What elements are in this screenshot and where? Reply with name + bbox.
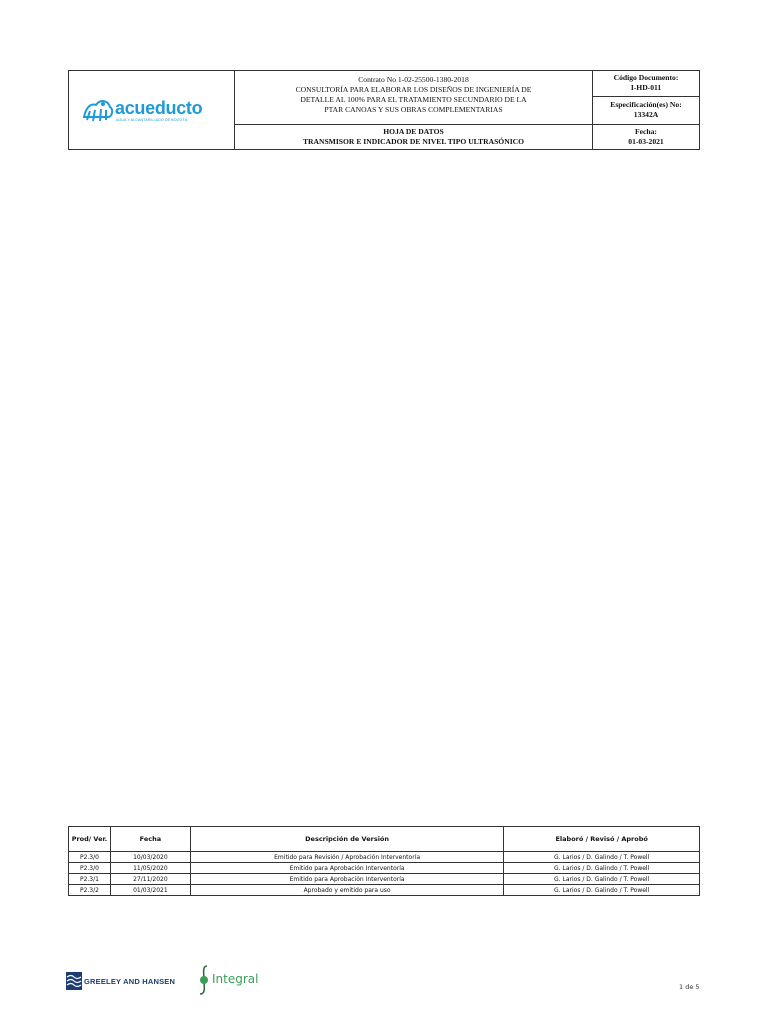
cell-description: Emitido para Revisión / Aprobación Interventoría [190,852,503,863]
cell-description: Emitido para Aprobación Interventoría [190,874,503,885]
logo-cell [69,71,235,149]
column-header-prod-ver: Prod/ Ver. [69,827,111,852]
table-row [69,885,700,896]
logo-tagline: AGUA Y ALCANTARILLADO DE BOGOTÁ [116,118,188,122]
cell-description: Emitido para Aprobación Interventoría [190,863,503,874]
integral-logo [196,964,266,996]
document-header [68,70,700,150]
table-row [69,852,700,863]
table-row [69,863,700,874]
contract-description-line: DETALLE AL 100% PARA EL TRATAMIENTO SECUNDARIO DE LA [300,95,527,104]
integral-wordmark: Integral [212,972,259,986]
specification-label: Especificación(es) No: [610,100,682,109]
cell-authors: G. Larios / D. Galindo / T. Powell [504,874,700,885]
column-header-descripcion: Descripción de Versión [190,827,503,852]
contract-number: Contrato No 1-02-25500-1380-2018 [358,75,469,84]
date-label: Fecha: [635,127,657,136]
table-row [69,874,700,885]
date-value: 01-03-2021 [628,136,664,146]
acueducto-emblem-icon [81,95,115,125]
cell-authors: G. Larios / D. Galindo / T. Powell [504,885,700,896]
cell-version: P2.3/1 [69,874,111,885]
cell-date: 10/03/2020 [110,852,190,863]
cell-description: Aprobado y emitido para uso [190,885,503,896]
document-code-cell [593,71,699,97]
datasheet-title-cell [235,125,593,149]
greeley-hansen-wordmark: GREELEY AND HANSEN [84,977,176,986]
greeley-hansen-emblem-icon [66,972,82,990]
document-code-label: Código Documento: [613,73,679,82]
integral-emblem-icon [196,964,212,996]
greeley-hansen-logo [66,972,196,990]
cell-date: 27/11/2020 [110,874,190,885]
document-code-value: I-HD-011 [630,82,662,92]
cell-date: 11/05/2020 [110,863,190,874]
specification-value: 13342A [633,109,659,119]
cell-version: P2.3/2 [69,885,111,896]
cell-authors: G. Larios / D. Galindo / T. Powell [504,852,700,863]
cell-authors: G. Larios / D. Galindo / T. Powell [504,863,700,874]
contract-cell [235,71,593,125]
contract-description-line: CONSULTORÍA PARA ELABORAR LOS DISEÑOS DE INGENIERÍA DE [295,85,532,94]
cell-version: P2.3/0 [69,852,111,863]
cell-version: P2.3/0 [69,863,111,874]
datasheet-subtitle: TRANSMISOR E INDICADOR DE NIVEL TIPO ULTRASÓNICO [302,136,525,146]
date-cell [593,125,699,149]
cell-date: 01/03/2021 [110,885,190,896]
specification-cell [593,97,699,125]
column-header-elaboro: Elaboró / Revisó / Aprobó [504,827,700,852]
table-header-row [69,827,700,852]
column-header-fecha: Fecha [110,827,190,852]
datasheet-title: HOJA DE DATOS [383,127,444,136]
version-history-table [68,826,700,896]
logo-wordmark: acueducto [115,98,203,118]
acueducto-logo [81,95,221,127]
page-number: 1 de 5 [679,983,700,991]
contract-description-line: PTAR CANOAS Y SUS OBRAS COMPLEMENTARIAS [324,105,503,114]
